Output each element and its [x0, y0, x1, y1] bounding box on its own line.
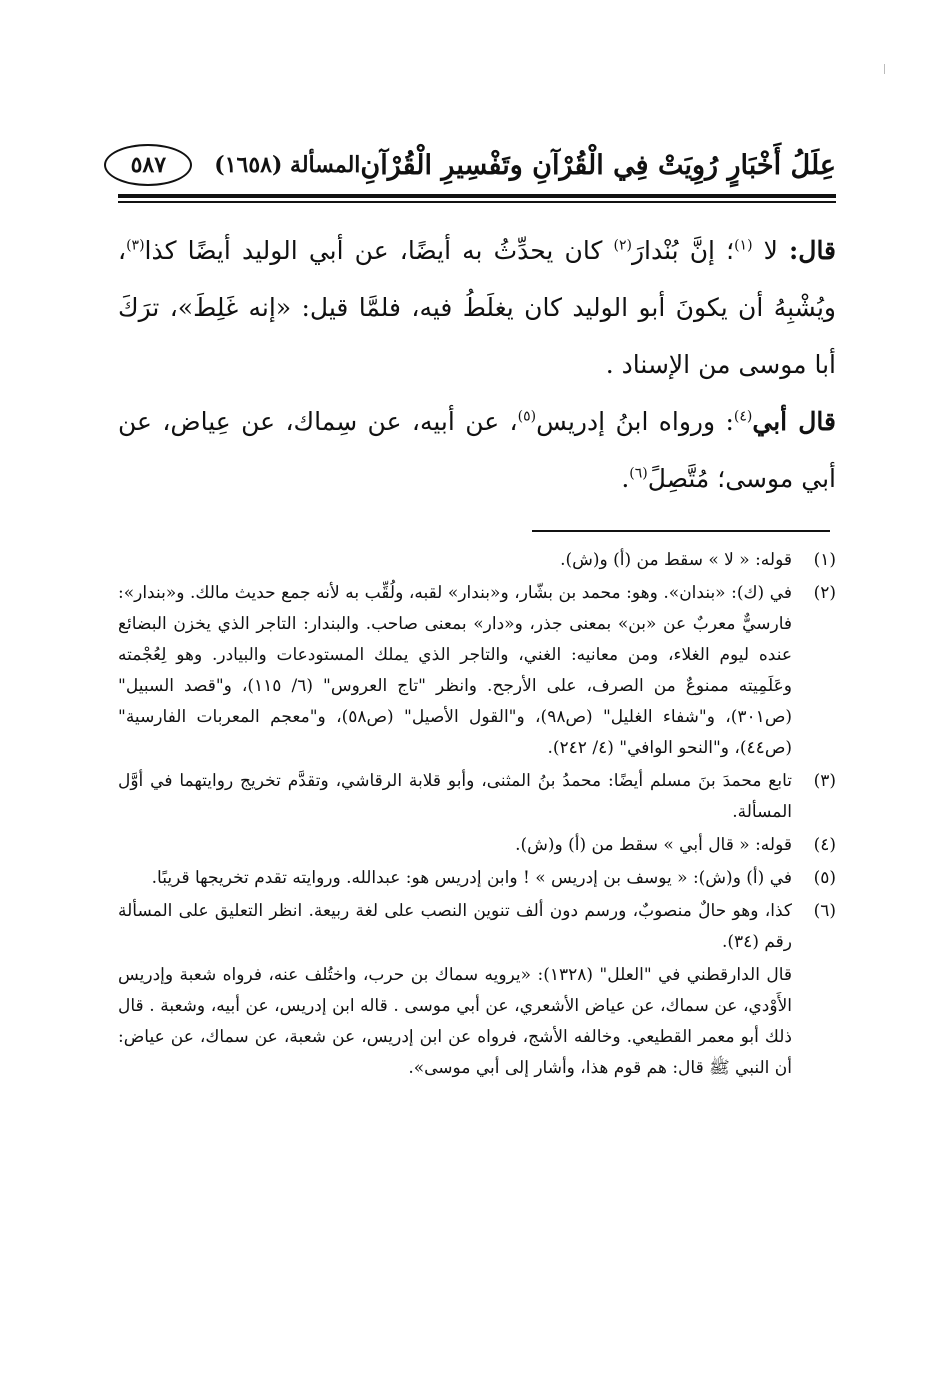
footnote-ref[interactable]: (١) — [734, 237, 753, 254]
footnote-number: (٦) — [813, 901, 836, 921]
footnote-number: (٥) — [813, 868, 836, 888]
issue-number: المسألة (١٦٥٨) — [214, 152, 361, 178]
header-meta — [104, 144, 360, 186]
footnote-ref[interactable]: (٣) — [126, 237, 145, 254]
footnote-item — [118, 896, 836, 958]
footnotes — [118, 545, 836, 1084]
footnote-ref[interactable]: (٥) — [517, 408, 537, 425]
scan-mark — [884, 64, 885, 74]
footnote-text: كذا، وهو حالٌ منصوبٌ، ورسم دون ألف تنوين النصب على لغة ربيعة. انظر التعليق على المسألة رقم (٣٤). — [118, 901, 792, 952]
footnote-text: تابع محمدَ بنَ مسلم أيضًا: محمدُ بنُ المثنى، وأبو قلابة الرقاشي، وتقدَّم تخريج روايتهما في أوَّل المسألة. — [118, 771, 792, 822]
text-run: . — [621, 464, 630, 493]
paragraph-1 — [118, 222, 836, 393]
header-rule-thick — [118, 194, 836, 198]
footnote-separator — [532, 530, 830, 532]
footnote-text: في (ك): «بندان». وهو: محمد بن بشّار، و«بندار» لقبه، ولُقِّب به لأنه جمع حديث مالك. و«بندار»: فارسيٌّ معربٌ عن «بن» بمعنى جذر، و«دار» بمعنى صاحب. والبندار: التاجر الذي يخزن البضائع عنده ليوم الغلاء، ومن معانيه: الغني، والتاجر الذي يملك المستودعات والبيادر. وهو لِعُجْمته وعَلَمِيته ممنوعٌ من الصرف، على الأرجح. وانظر "تاج العروس" (٦/ ١١٥)، و"قصد السبيل" (ص٣٠١)، و"شفاء الغليل" (ص٩٨)، و"القول الأصيل" (ص٥٨)، و"معجم المعربات الفارسية" (ص٤٤)، و"النحو الوافي" (٤/ ٢٤٢). — [118, 583, 792, 758]
header-rule-thin — [118, 201, 836, 203]
footnote-number: (١) — [813, 550, 836, 570]
main-text — [118, 222, 836, 507]
footnote-item — [118, 578, 836, 764]
footnote-ref[interactable]: (٦) — [629, 465, 648, 482]
running-header — [118, 138, 836, 192]
footnote-ref[interactable]: (٤) — [733, 408, 753, 425]
page-number: ٥٨٧ — [104, 144, 192, 186]
footnote-item — [118, 863, 836, 894]
footnote-ref[interactable]: (٢) — [613, 237, 632, 254]
text-run: ؛ إنَّ بُنْدارَ — [631, 236, 735, 265]
text-run: لا — [752, 236, 790, 265]
footnote-number: (٢) — [813, 583, 836, 603]
footnote-item — [118, 830, 836, 861]
text-run: ، ويُشْبِهُ أن يكونَ أبو الوليد كان يغلَطُ فيه، فلمَّا قيل: «إنه غَلِطَ»، ترَكَ أبا موسى من الإسناد . — [118, 236, 836, 379]
speaker-label: قال أبي — [752, 407, 836, 436]
footnote-text: في (أ) و(ش): « يوسف بن إدريس » ! وابن إدريس هو: عبدالله. وروايته تقدم تخريجها قريبًا. — [151, 868, 792, 888]
text-run: : ورواه ابنُ إدريس — [536, 407, 734, 436]
footnote-continuation: قال الدارقطني في "العلل" (١٣٢٨): «يرويه سماك بن حرب، واختُلف عنه، فرواه شعبة وإدريس الأَوْدي، عن سماك، عن عياض الأشعري، عن أبي موسى . قاله ابن إدريس، عن أبيه، وشعبة . قال ذلك أبو معمر القطيعي. وخالفه الأشج، فرواه عن ابن إدريس، عن شعبة، عن سماك، عن عياض: أن النبي ﷺ قال: هم قوم هذا، وأشار إلى أبي موسى». — [118, 965, 793, 1078]
speaker-label: قال: — [789, 236, 837, 265]
text-run: ، عن أبيه، عن سِماك، عن عِياض، عن أبي موسى؛ مُتَّصِلً — [118, 407, 836, 493]
book-title: عِلَلُ أَخْبَارٍ رُوِيَتْ فِي الْقُرْآنِ وتَفْسِيرِ الْقُرْآنِ — [360, 149, 836, 181]
footnote-number: (٤) — [813, 835, 836, 855]
paragraph-2 — [118, 393, 836, 507]
footnote-number: (٣) — [813, 771, 836, 791]
footnote-item — [118, 766, 836, 828]
footnote-item — [118, 545, 836, 576]
text-run: كان يحدِّثُ به أيضًا، عن أبي الوليد أيضًا كذا — [144, 236, 614, 265]
footnote-text: قوله: « لا » سقط من (أ) و(ش). — [560, 550, 792, 570]
footnote-text: قوله: « قال أبي » سقط من (أ) و(ش). — [515, 835, 792, 855]
